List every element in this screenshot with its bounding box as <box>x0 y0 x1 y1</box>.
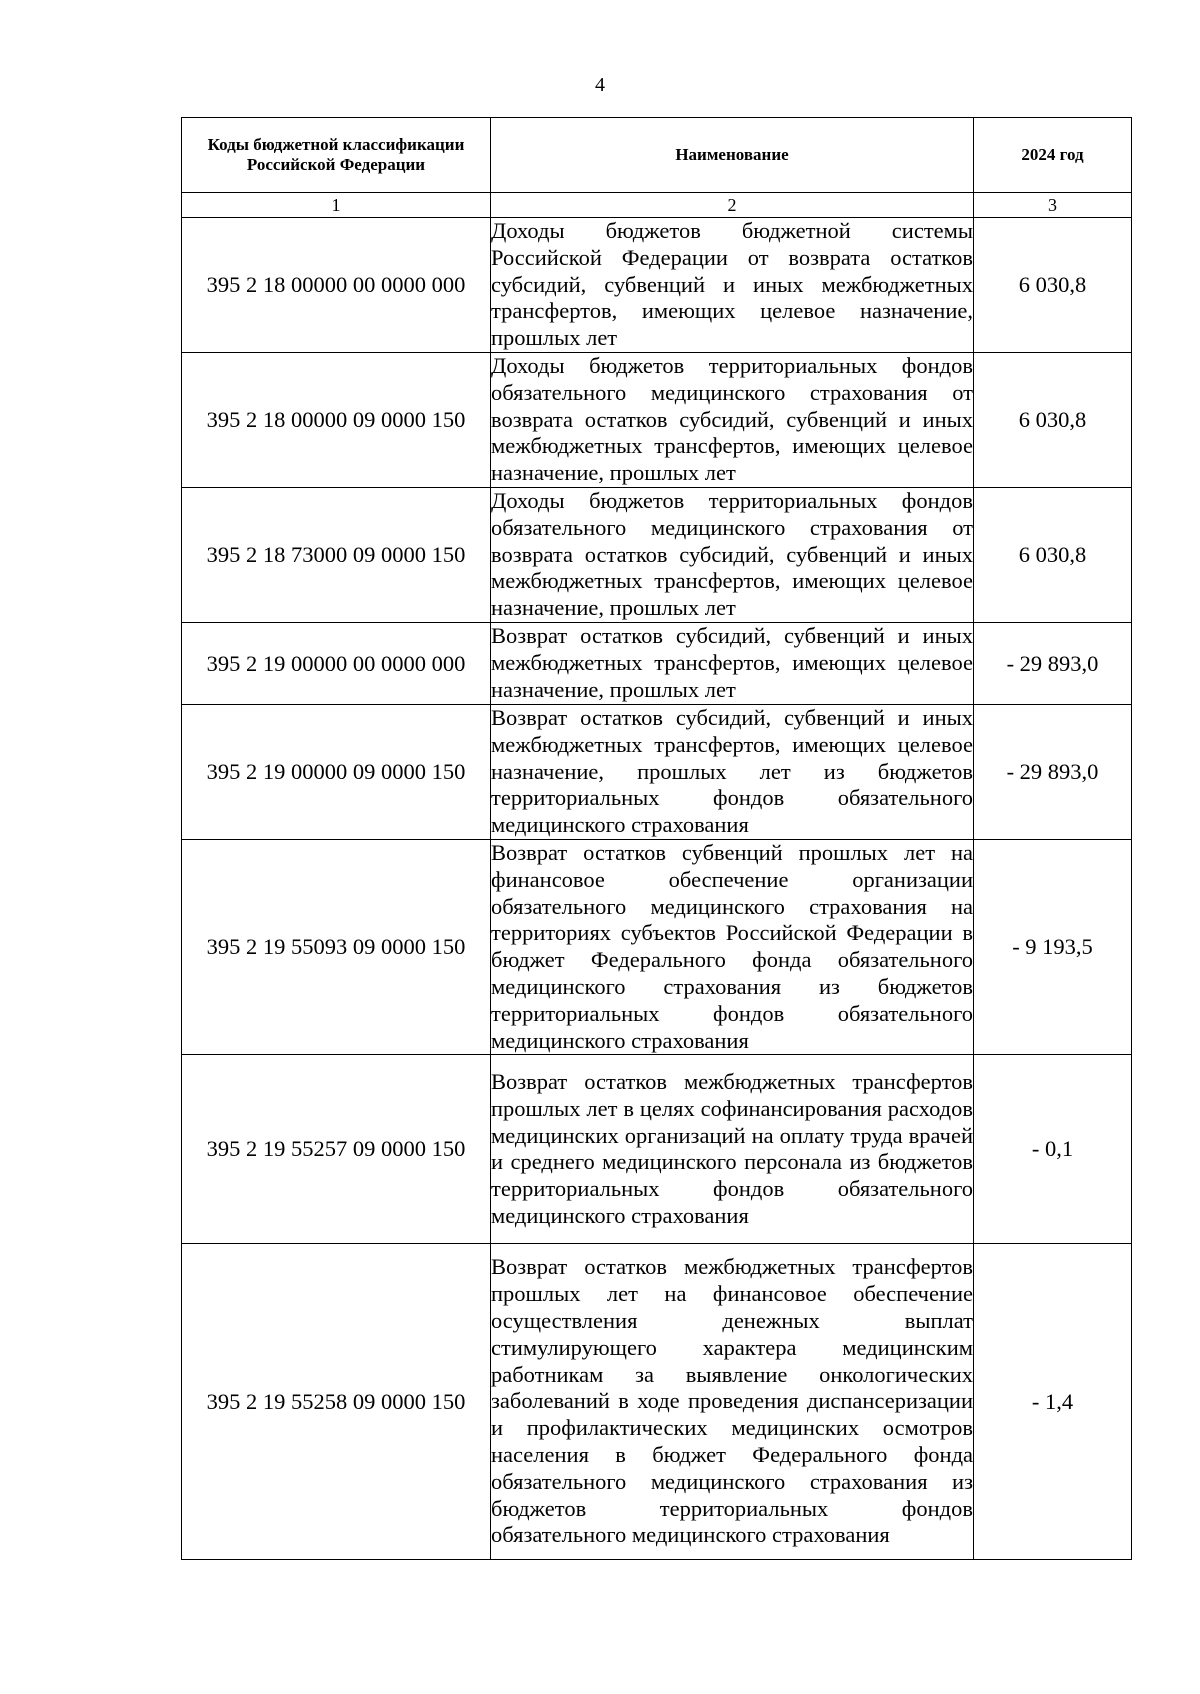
budget-code: 395 2 19 00000 09 0000 150 <box>182 705 491 840</box>
item-name: Возврат остатков субсидий, субвенций и иных межбюджетных трансфертов, имеющих целевое назначение, прошлых лет <box>491 623 974 705</box>
page-number: 4 <box>595 74 605 96</box>
header-code: Коды бюджетной классификации Российской Федерации <box>182 118 491 193</box>
budget-classification-table <box>181 117 1132 1560</box>
table-row <box>182 840 1132 1055</box>
budget-code: 395 2 19 55093 09 0000 150 <box>182 840 491 1055</box>
item-name: Возврат остатков межбюджетных трансфертов прошлых лет в целях софинансирования расходов медицинских организаций на оплату труда врачей и среднего медицинского персонала из бюджетов территориальных фондов обязательного медицинского страхования <box>491 1055 974 1244</box>
column-number: 3 <box>974 193 1132 218</box>
table-row <box>182 218 1132 353</box>
header-name: Наименование <box>491 118 974 193</box>
item-name: Доходы бюджетов территориальных фондов обязательного медицинского страхования от возврата остатков субсидий, субвенций и иных межбюджетных трансфертов, имеющих целевое назначение, прошлых лет <box>491 488 974 623</box>
budget-code: 395 2 19 00000 00 0000 000 <box>182 623 491 705</box>
budget-code: 395 2 18 00000 09 0000 150 <box>182 353 491 488</box>
amount: 6 030,8 <box>974 218 1132 353</box>
item-name: Доходы бюджетов бюджетной системы Российской Федерации от возврата остатков субсидий, субвенций и иных межбюджетных трансфертов, имеющих целевое назначение, прошлых лет <box>491 218 974 353</box>
item-name: Возврат остатков субвенций прошлых лет на финансовое обеспечение организации обязательного медицинского страхования на территориях субъектов Российской Федерации в бюджет Федерального фонда обязательного медицинского страхования из бюджетов территориальных фондов обязательного медицинского страхования <box>491 840 974 1055</box>
amount: - 9 193,5 <box>974 840 1132 1055</box>
budget-code: 395 2 18 00000 00 0000 000 <box>182 218 491 353</box>
column-number: 1 <box>182 193 491 218</box>
column-number-row <box>182 193 1132 218</box>
item-name: Доходы бюджетов территориальных фондов обязательного медицинского страхования от возврата остатков субсидий, субвенций и иных межбюджетных трансфертов, имеющих целевое назначение, прошлых лет <box>491 353 974 488</box>
table-row <box>182 623 1132 705</box>
table-row <box>182 353 1132 488</box>
table-row <box>182 705 1132 840</box>
item-name: Возврат остатков субсидий, субвенций и иных межбюджетных трансфертов, имеющих целевое назначение, прошлых лет из бюджетов территориальных фондов обязательного медицинского страхования <box>491 705 974 840</box>
column-number: 2 <box>491 193 974 218</box>
item-name: Возврат остатков межбюджетных трансфертов прошлых лет на финансовое обеспечение осуществления денежных выплат стимулирующего характера медицинским работникам за выявление онкологических заболеваний в ходе проведения диспансеризации и профилактических медицинских осмотров населения в бюджет Федерального фонда обязательного медицинского страхования из бюджетов территориальных фондов обязательного медицинского страхования <box>491 1244 974 1560</box>
amount: 6 030,8 <box>974 488 1132 623</box>
amount: - 1,4 <box>974 1244 1132 1560</box>
table-row <box>182 1055 1132 1244</box>
header-year: 2024 год <box>974 118 1132 193</box>
budget-code: 395 2 19 55257 09 0000 150 <box>182 1055 491 1244</box>
budget-code: 395 2 19 55258 09 0000 150 <box>182 1244 491 1560</box>
amount: - 29 893,0 <box>974 705 1132 840</box>
amount: 6 030,8 <box>974 353 1132 488</box>
amount: - 0,1 <box>974 1055 1132 1244</box>
amount: - 29 893,0 <box>974 623 1132 705</box>
table-row <box>182 1244 1132 1560</box>
table-row <box>182 488 1132 623</box>
budget-code: 395 2 18 73000 09 0000 150 <box>182 488 491 623</box>
header-row <box>182 118 1132 193</box>
